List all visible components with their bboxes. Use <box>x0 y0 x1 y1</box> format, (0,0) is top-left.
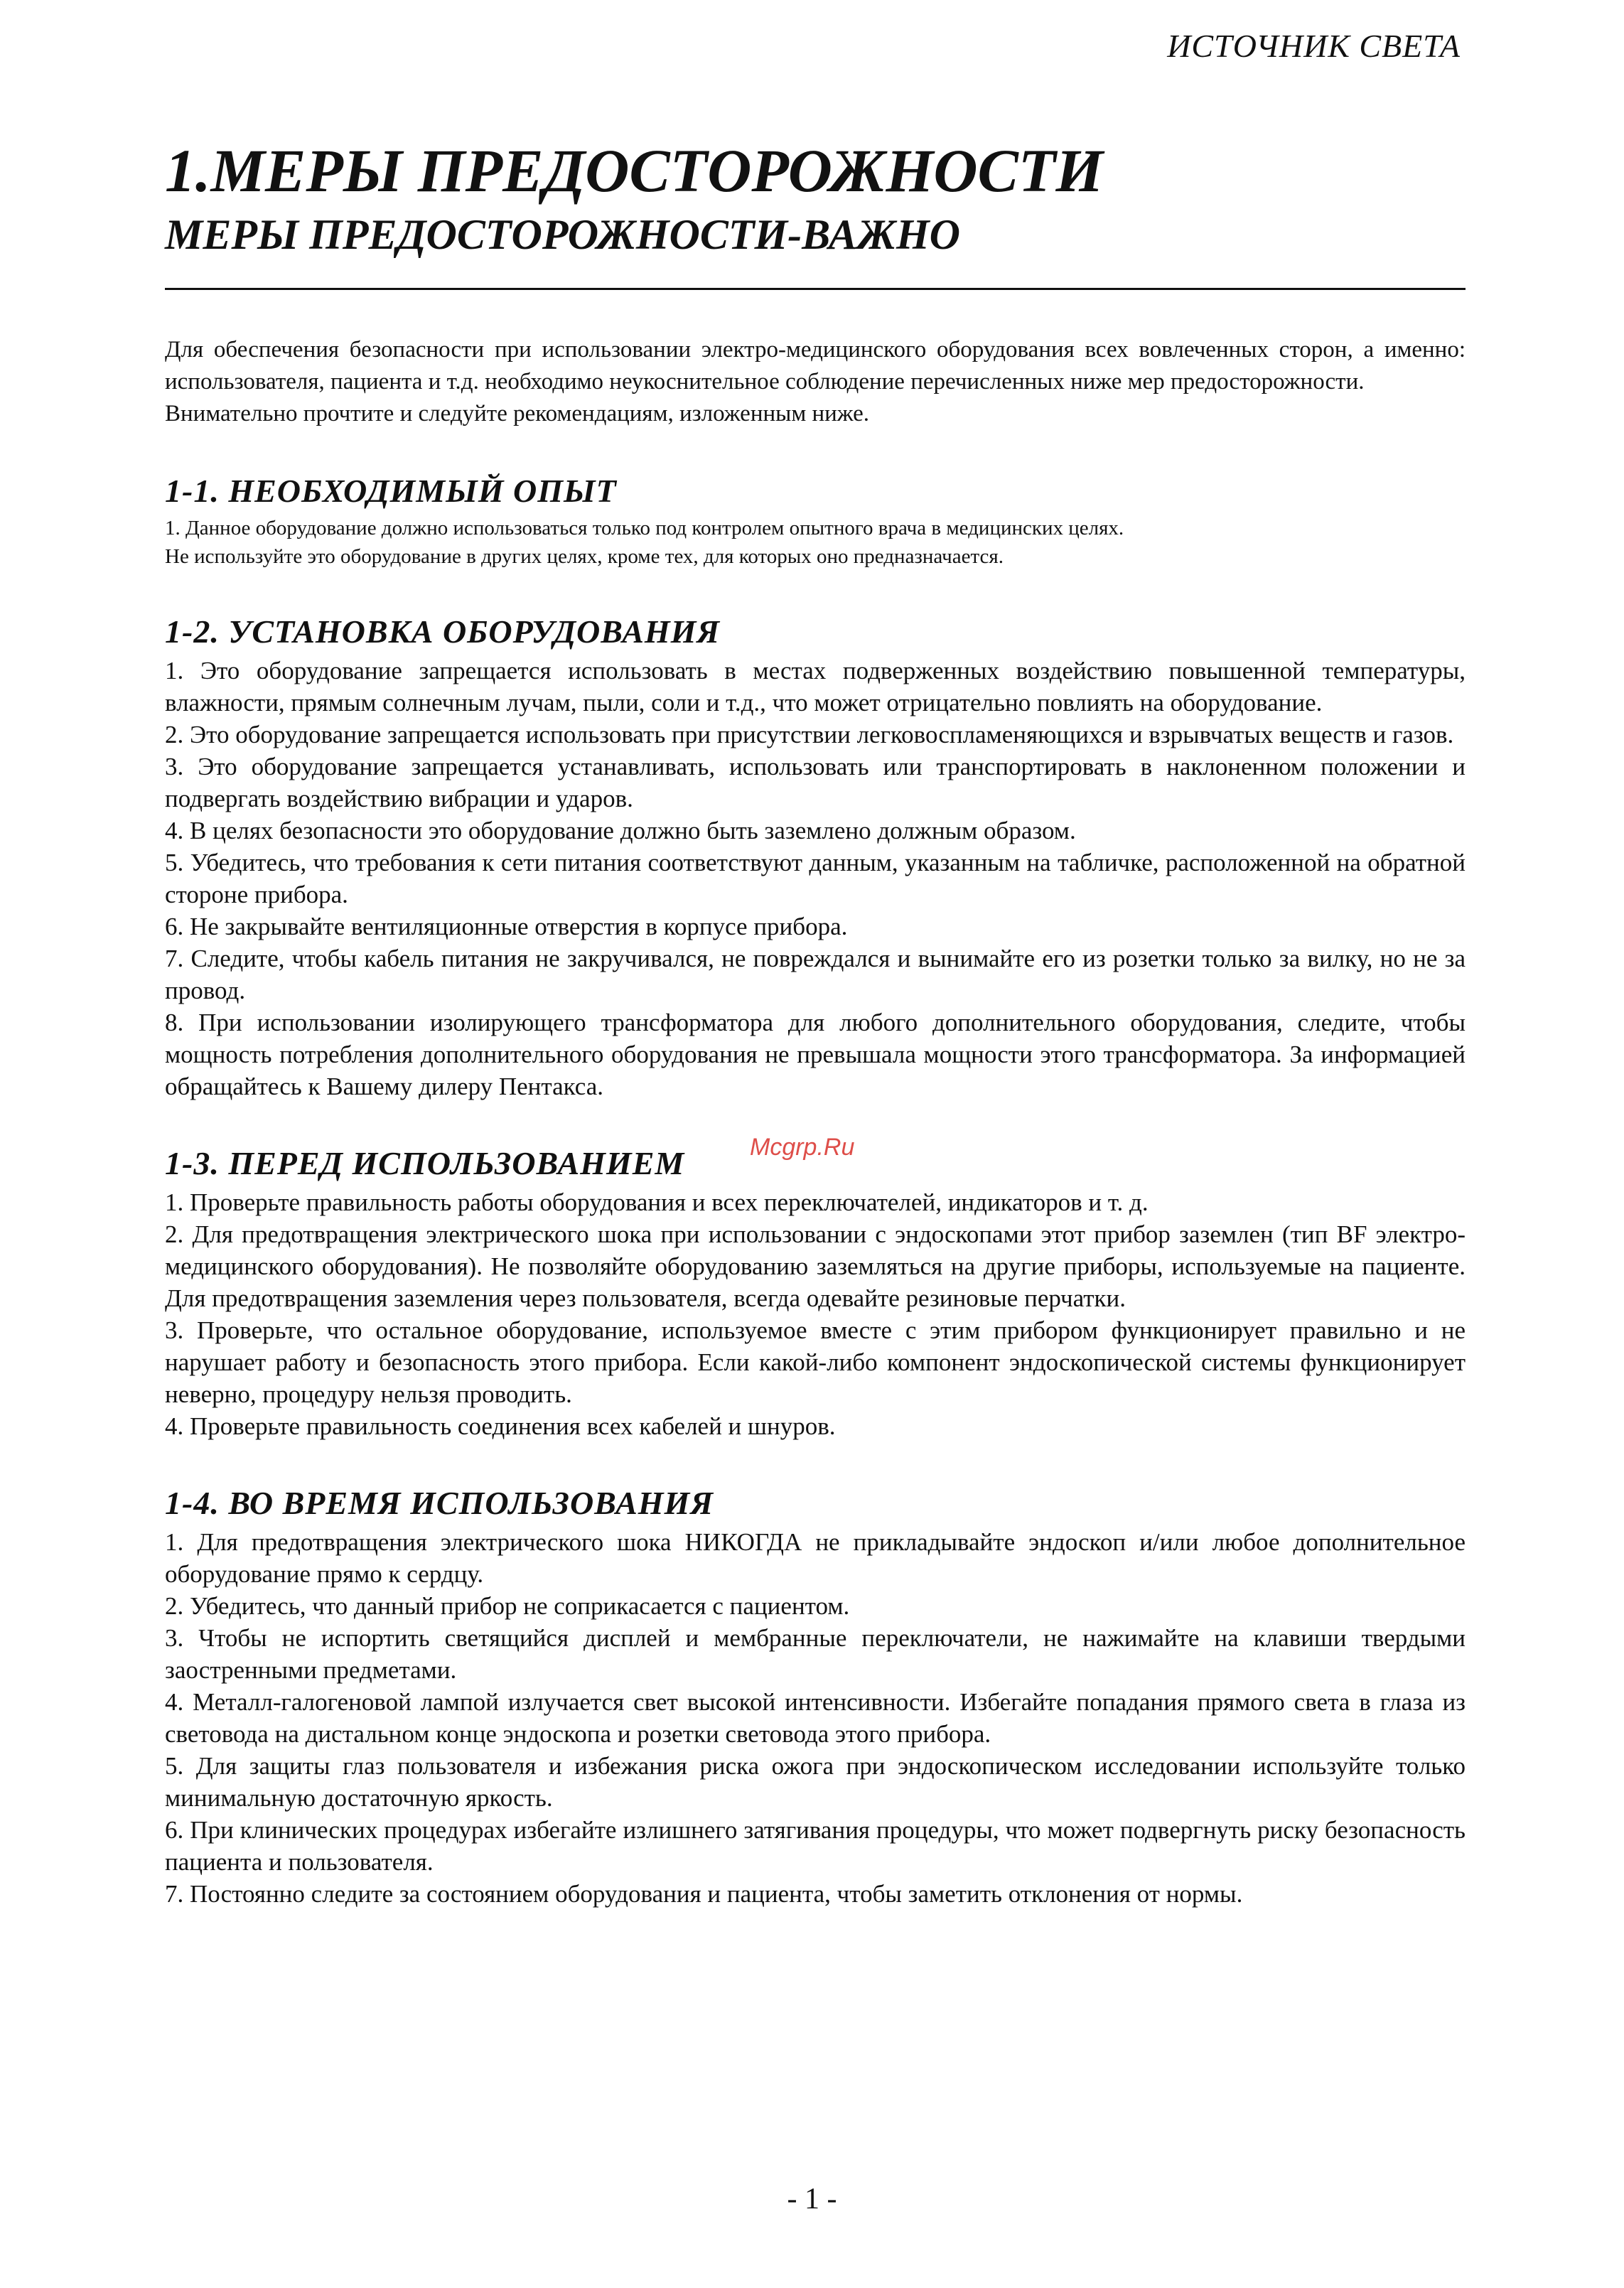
main-title: 1.МЕРЫ ПРЕДОСТОРОЖНОСТИ <box>165 136 1104 205</box>
watermark: Mcgrp.Ru <box>750 1134 855 1161</box>
section-installation <box>165 612 1466 1102</box>
section-before-use <box>165 1144 1466 1442</box>
list-item: 5. Для защиты глаз пользователя и избежания риска ожога при эндоскопическом исследовании используйте только минимальную достаточную яркость. <box>165 1752 1466 1812</box>
running-header: ИСТОЧНИК СВЕТА <box>1167 28 1461 64</box>
section-heading: 1-3. ПЕРЕД ИСПОЛЬЗОВАНИЕМ <box>165 1145 685 1181</box>
section-during-use <box>165 1483 1466 1910</box>
list-item: 4. Металл-галогеновой лампой излучается свет высокой интенсивности. Избегайте попадания прямого света в глаза из световода на дистальном конце эндоскопа и розетки световода этого прибора. <box>165 1688 1466 1748</box>
section-heading: 1-1. НЕОБХОДИМЫЙ ОПЫТ <box>165 473 617 509</box>
section-heading: 1-4. ВО ВРЕМЯ ИСПОЛЬЗОВАНИЯ <box>165 1485 714 1521</box>
list-item: 3. Это оборудование запрещается устанавливать, использовать или транспортировать в наклоненном положении и подвергать воздействию вибрации и ударов. <box>165 753 1466 812</box>
title-block <box>165 135 1466 263</box>
content <box>165 334 1466 1910</box>
intro-paragraphs <box>165 334 1466 430</box>
list-item: 7. Следите, чтобы кабель питания не закручивался, не повреждался и вынимайте его из розетки только за вилку, но не за провод. <box>165 945 1466 1004</box>
list-item: Не используйте это оборудование в других целях, кроме тех, для которых оно предназначается. <box>165 545 1004 568</box>
list-item: 1. Это оборудование запрещается использовать в местах подверженных воздействию повышенной температуры, влажности, прямым солнечным лучам, пыли, соли и т.д., что может отрицательно повлиять на оборудование. <box>165 657 1466 716</box>
list-item: 2. Для предотвращения электрического шока при использовании с эндоскопами этот прибор заземлен (тип BF электро-медицинского оборудования). Не позволяйте оборудованию заземляться на другие приборы, используемые на пациенте. Для предотвращения заземления через пользователя, всегда одевайте резиновые перчатки. <box>165 1220 1466 1312</box>
list-item: 5. Убедитесь, что требования к сети питания соответствуют данным, указанным на табличке, расположенной на обратной стороне прибора. <box>165 849 1466 908</box>
list-item: 4. В целях безопасности это оборудование должно быть заземлено должным образом. <box>165 817 1076 844</box>
list-item: 3. Чтобы не испортить светящийся дисплей и мембранные переключатели, не нажимайте на клавиши твердыми заостренными предметами. <box>165 1624 1466 1684</box>
list-item: 1. Проверьте правильность работы оборудования и всех переключателей, индикаторов и т. д. <box>165 1188 1149 1216</box>
list-item: 7. Постоянно следите за состоянием оборудования и пациента, чтобы заметить отклонения от нормы. <box>165 1880 1243 1908</box>
list-item: 8. При использовании изолирующего трансформатора для любого дополнительного оборудования, следите, чтобы мощность потребления дополнительного оборудования не превышала мощности этого трансформатора. За информацией обращайтесь к Вашему дилеру Пентакса. <box>165 1009 1466 1100</box>
list-item: 6. При клинических процедурах избегайте излишнего затягивания процедуры, что может подвергнуть риску безопасность пациента и пользователя. <box>165 1816 1466 1876</box>
list-item: 2. Убедитесь, что данный прибор не соприкасается с пациентом. <box>165 1592 850 1620</box>
intro-paragraph-2: Внимательно прочтите и следуйте рекомендациям, изложенным ниже. <box>165 401 870 426</box>
sub-title: МЕРЫ ПРЕДОСТОРОЖНОСТИ-ВАЖНО <box>165 211 960 258</box>
list-item: 3. Проверьте, что остальное оборудование, используемое вместе с этим прибором функционирует правильно и не нарушает работу и безопасность этого прибора. Если какой-либо компонент эндоскопической системы функционирует неверно, процедуру нельзя проводить. <box>165 1316 1466 1408</box>
section-required-experience <box>165 471 1466 571</box>
section-heading: 1-2. УСТАНОВКА ОБОРУДОВАНИЯ <box>165 613 721 650</box>
list-item: 1. Данное оборудование должно использоваться только под контролем опытного врача в медицинских целях. <box>165 517 1124 539</box>
page-number: - 1 - <box>787 2183 837 2216</box>
list-item: 1. Для предотвращения электрического шока НИКОГДА не прикладывайте эндоскоп и/или любое дополнительное оборудование прямо к сердцу. <box>165 1528 1466 1588</box>
title-divider <box>165 288 1466 290</box>
intro-paragraph-1: Для обеспечения безопасности при использовании электро-медицинского оборудования всех вовлеченных сторон, а именно: использователя, пациента и т.д. необходимо неукоснительное соблюдение перечисленных ниже мер предосторожности. <box>165 337 1466 394</box>
list-item: 2. Это оборудование запрещается использовать при присутствии легковоспламеняющихся и взрывчатых веществ и газов. <box>165 721 1454 748</box>
list-item: 4. Проверьте правильность соединения всех кабелей и шнуров. <box>165 1412 836 1440</box>
list-item: 6. Не закрывайте вентиляционные отверстия в корпусе прибора. <box>165 913 848 940</box>
